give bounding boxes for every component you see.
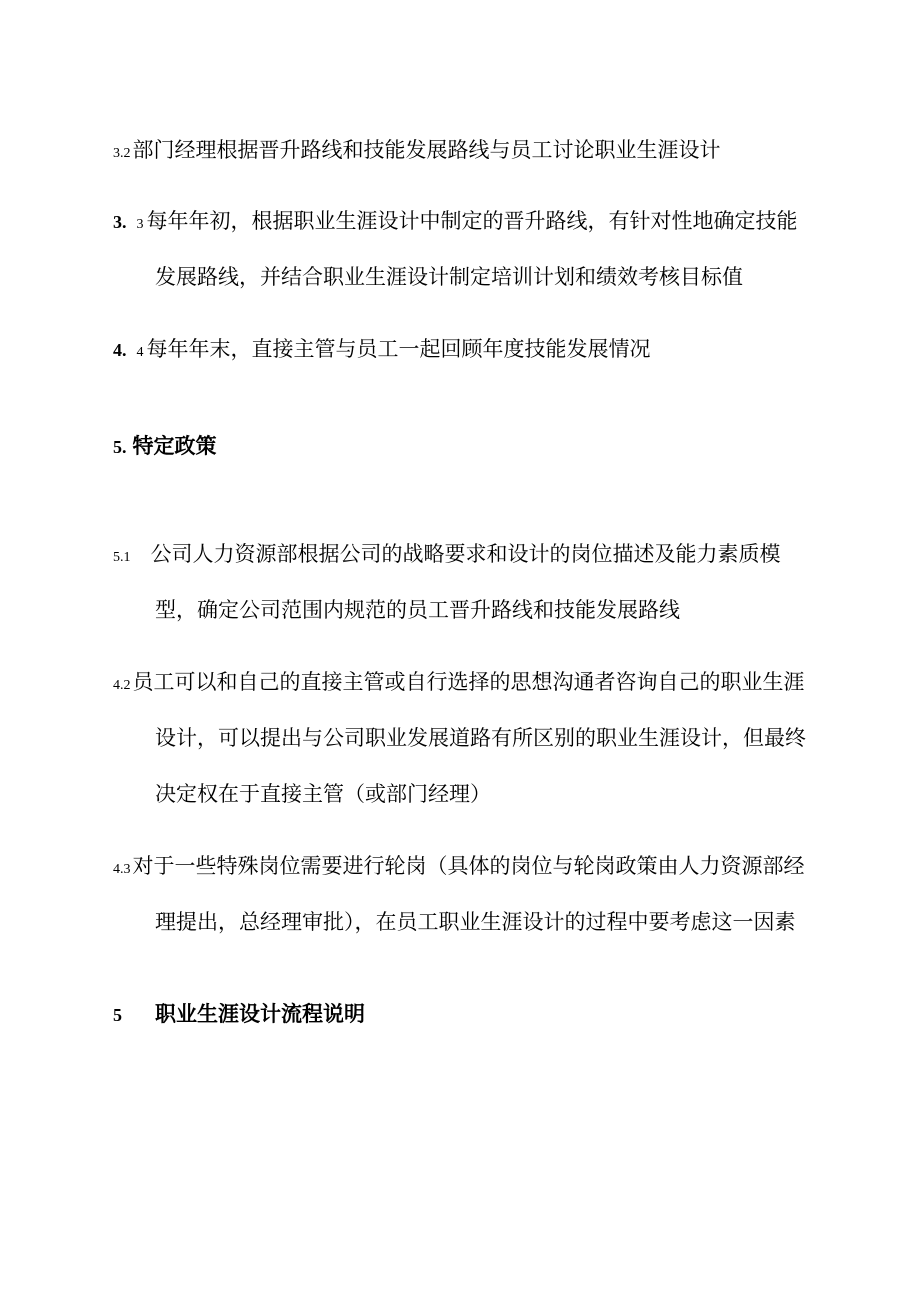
item-5-1 bbox=[113, 540, 781, 572]
item-subnumber: 4 bbox=[136, 345, 144, 360]
item-number: 3. bbox=[113, 212, 127, 232]
item-text-continuation: 理提出，总经理审批），在员工职业生涯设计的过程中要考虑这一因素 bbox=[155, 910, 796, 934]
item-number: 5.1 bbox=[113, 550, 131, 565]
item-text: 员工可以和自己的直接主管或自行选择的思想沟通者咨询自己的职业生涯 bbox=[132, 670, 805, 694]
section-heading-career-process bbox=[113, 1000, 365, 1029]
section-number: 5. bbox=[113, 437, 127, 457]
item-text-continuation: 型，确定公司范围内规范的员工晋升路线和技能发展路线 bbox=[155, 598, 680, 622]
item-3-3-continuation bbox=[155, 263, 743, 291]
item-3-2 bbox=[113, 136, 721, 168]
item-4-4 bbox=[113, 335, 651, 367]
item-text: 部门经理根据晋升路线和技能发展路线与员工讨论职业生涯设计 bbox=[132, 138, 721, 162]
item-text-continuation: 发展路线，并结合职业生涯设计制定培训计划和绩效考核目标值 bbox=[155, 265, 743, 289]
item-5-1-continuation bbox=[155, 596, 680, 624]
item-number: 4. bbox=[113, 340, 127, 360]
item-text-continuation: 设计，可以提出与公司职业发展道路有所区别的职业生涯设计，但最终 bbox=[155, 726, 806, 750]
item-4-2 bbox=[113, 668, 805, 700]
item-text: 对于一些特殊岗位需要进行轮岗（具体的岗位与轮岗政策由人力资源部经 bbox=[132, 854, 805, 878]
item-number: 4.2 bbox=[113, 678, 131, 693]
item-number: 3.2 bbox=[113, 146, 131, 161]
section-title: 特定政策 bbox=[132, 434, 217, 458]
section-heading-5 bbox=[113, 432, 217, 461]
item-subnumber: 3 bbox=[136, 217, 144, 232]
item-4-2-continuation-2 bbox=[155, 780, 491, 808]
item-number: 4.3 bbox=[113, 862, 131, 877]
item-text-continuation: 决定权在于直接主管（或部门经理） bbox=[155, 782, 491, 806]
item-4-3-continuation bbox=[155, 908, 796, 936]
item-text: 每年年末，直接主管与员工一起回顾年度技能发展情况 bbox=[146, 337, 651, 361]
section-number: 5 bbox=[113, 1005, 122, 1025]
item-4-3 bbox=[113, 852, 805, 884]
item-4-2-continuation bbox=[155, 724, 806, 752]
item-text: 每年年初，根据职业生涯设计中制定的晋升路线，有针对性地确定技能 bbox=[146, 209, 798, 233]
section-title: 职业生涯设计流程说明 bbox=[155, 1002, 365, 1026]
item-3-3 bbox=[113, 207, 798, 239]
item-text: 公司人力资源部根据公司的战略要求和设计的岗位描述及能力素质模 bbox=[150, 542, 781, 566]
